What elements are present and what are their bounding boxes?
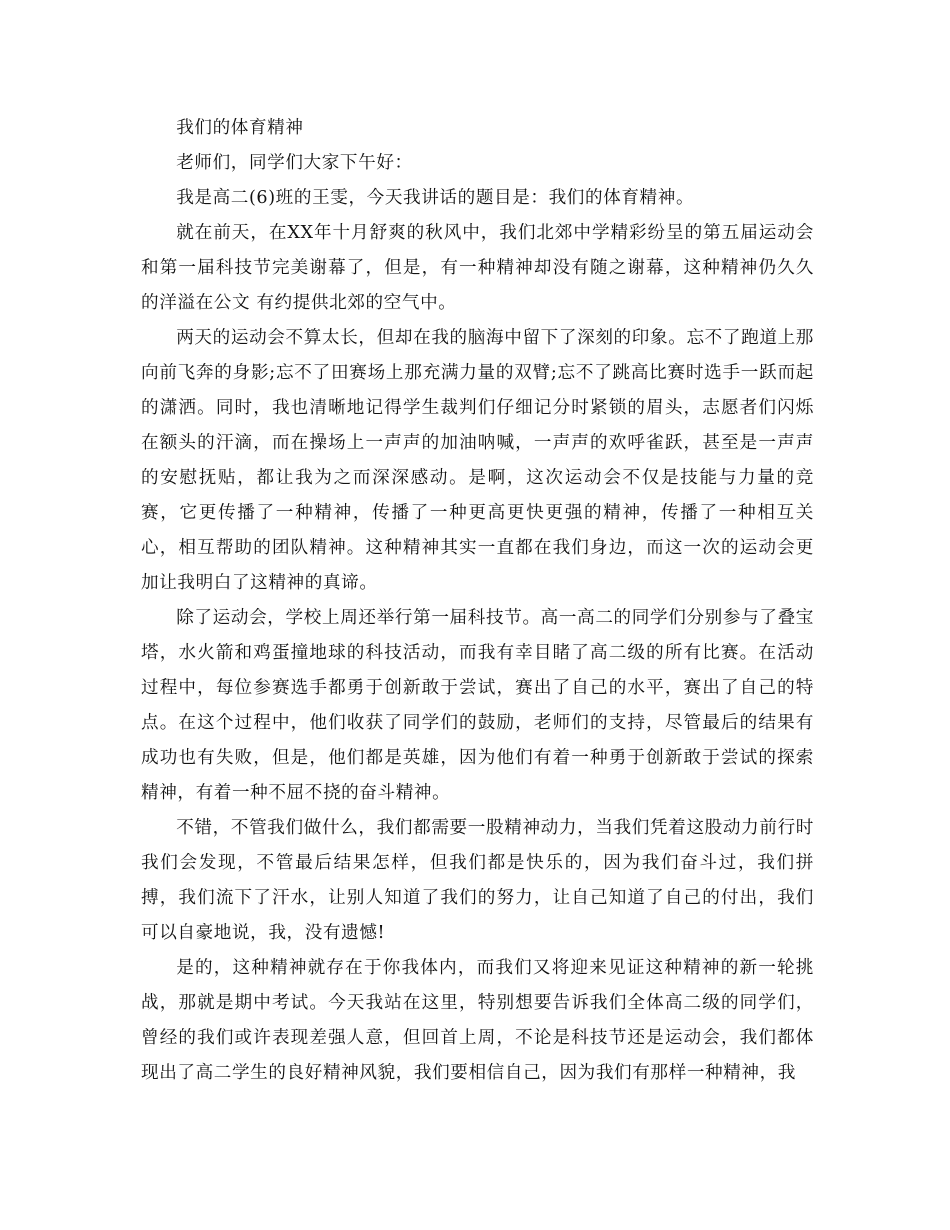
paragraph-greeting: 老师们，同学们大家下午好： xyxy=(176,153,413,173)
paragraph-intro: 我是高二(6)班的王雯，今天我讲话的题目是：我们的体育精神。 xyxy=(176,188,695,208)
document-title: 我们的体育精神 xyxy=(176,118,304,138)
paragraph: 是的，这种精神就存在于你我体内，而我们又将迎来见证这种精神的新一轮挑战，那就是期中考试。今天我站在这里，特别想要告诉我们全体高二级的同学们，曾经的我们或许表现差强人意，但回首上周，不论是科技节还是运动会，我们都体现出了高二学生的良好精神风貌，我们要相信自己，因为我们有那样一种精神，我 xyxy=(141,958,814,1083)
document-body xyxy=(141,111,814,1091)
paragraph: 两天的运动会不算太长，但却在我的脑海中留下了深刻的印象。忘不了跑道上那向前飞奔的身影;忘不了田赛场上那充满力量的双臂;忘不了跳高比赛时选手一跃而起的潇洒。同时，我也清晰地记得学生裁判们仔细记分时紧锁的眉头，志愿者们闪烁在额头的汗滴，而在操场上一声声的加油呐喊，一声声的欢呼雀跃，甚至是一声声的安慰抚贴，都让我为之而深深感动。是啊，这次运动会不仅是技能与力量的竞赛，它更传播了一种精神，传播了一种更高更快更强的精神，传播了一种相互关心，相互帮助的团队精神。这种精神其实一直都在我们身边，而这一次的运动会更加让我明白了这精神的真谛。 xyxy=(141,328,814,593)
paragraph: 不错，不管我们做什么，我们都需要一股精神动力，当我们凭着这股动力前行时我们会发现，不管最后结果怎样，但我们都是快乐的，因为我们奋斗过，我们拼搏，我们流下了汗水，让别人知道了我们的努力，让自己知道了自己的付出，我们可以自豪地说，我，没有遗憾! xyxy=(141,818,814,943)
paragraph: 除了运动会，学校上周还举行第一届科技节。高一高二的同学们分别参与了叠宝塔，水火箭和鸡蛋撞地球的科技活动，而我有幸目睹了高二级的所有比赛。在活动过程中，每位参赛选手都勇于创新敢于尝试，赛出了自己的水平，赛出了自己的特点。在这个过程中，他们收获了同学们的鼓励，老师们的支持，尽管最后的结果有成功也有失败，但是，他们都是英雄，因为他们有着一种勇于创新敢于尝试的探索精神，有着一种不屈不挠的奋斗精神。 xyxy=(141,608,814,803)
paragraph: 就在前天，在XX年十月舒爽的秋风中，我们北郊中学精彩纷呈的第五届运动会和第一届科技节完美谢幕了，但是，有一种精神却没有随之谢幕，这种精神仍久久的洋溢在公文 有约提供北郊的空气中。 xyxy=(141,223,814,313)
